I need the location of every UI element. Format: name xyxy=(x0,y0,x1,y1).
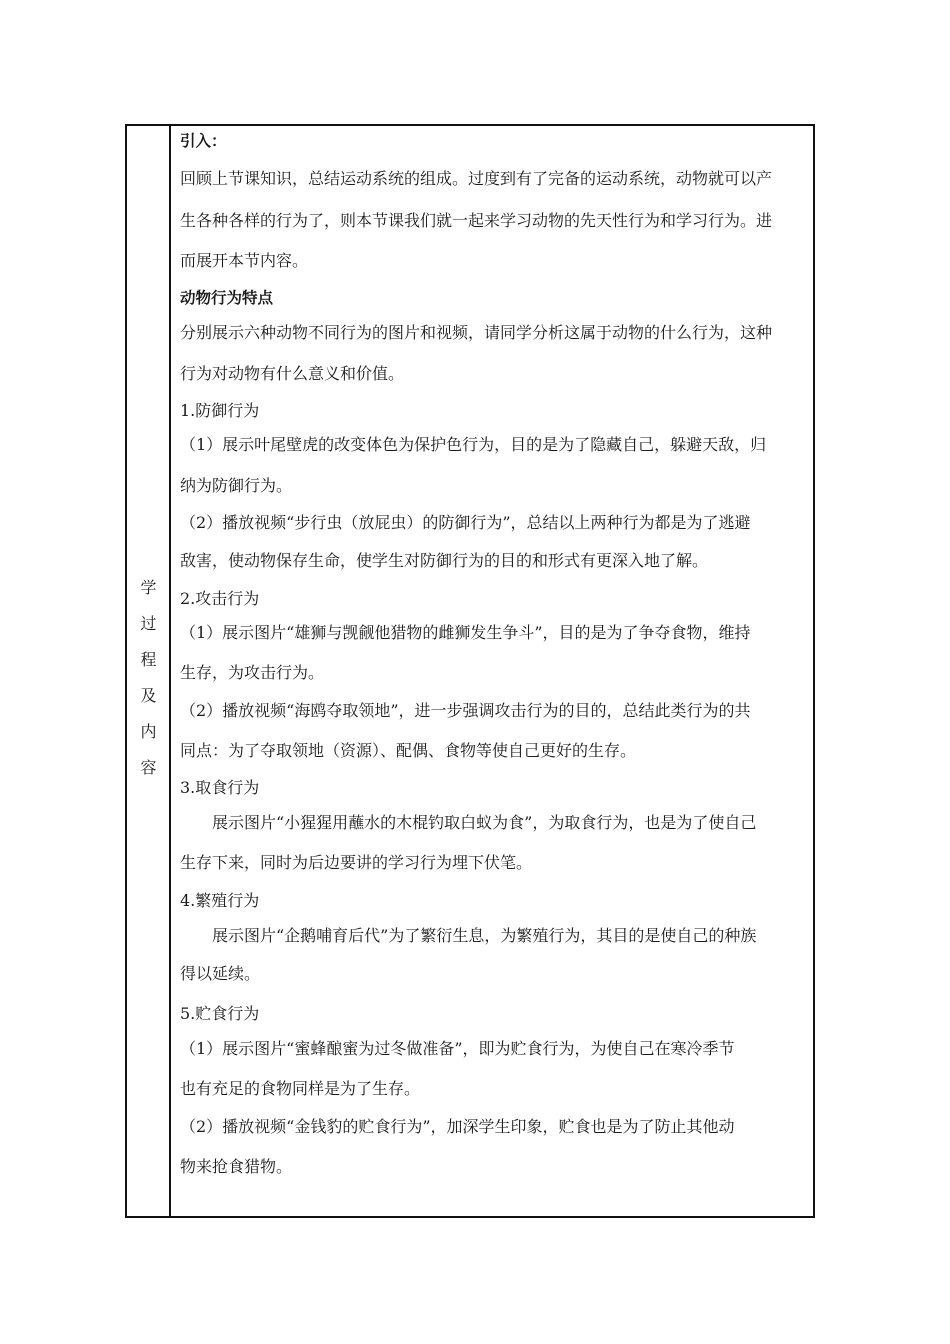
text-line: 4.繁殖行为 xyxy=(180,891,260,910)
text-line: 也有充足的食物同样是为了生存。 xyxy=(180,1079,421,1098)
text-line: （2）播放视频“金钱豹的贮食行为”，加深学生印象，贮食也是为了防止其他动 xyxy=(180,1117,735,1136)
text-line: 生存下来，同时为后边要讲的学习行为埋下伏笔。 xyxy=(180,853,533,872)
side-label xyxy=(127,570,170,786)
section-heading: 引入： xyxy=(180,132,227,150)
text-line: （2）播放视频“海鸥夺取领地”，进一步强调攻击行为的目的，总结此类行为的共 xyxy=(180,701,751,720)
text-line: 纳为防御行为。 xyxy=(180,476,293,495)
text-line: 分别展示六种动物不同行为的图片和视频，请同学分析这属于动物的什么行为，这种 xyxy=(180,323,773,342)
text-line: 展示图片“企鹅哺育后代”为了繁衍生息，为繁殖行为，其目的是使自己的种族 xyxy=(180,926,757,945)
text-line: 展示图片“小猩猩用蘸水的木棍钓取白蚁为食”，为取食行为，也是为了使自己 xyxy=(180,813,757,832)
text-line: 生各种各样的行为了，则本节课我们就一起来学习动物的先天性行为和学习行为。进 xyxy=(180,211,773,230)
text-line: 生存，为攻击行为。 xyxy=(180,663,325,682)
text-line: （1）展示图片“雄狮与觊觎他猎物的雌狮发生争斗”，目的是为了争夺食物，维持 xyxy=(180,623,751,642)
side-label-char: 过 xyxy=(140,614,157,633)
text-line: （1）展示图片“蜜蜂酿蜜为过冬做准备”，即为贮食行为，为使自己在寒冷季节 xyxy=(180,1039,735,1058)
side-label-char: 及 xyxy=(140,686,157,705)
table-border-bottom xyxy=(125,1216,815,1218)
side-label-char: 学 xyxy=(140,578,157,597)
text-line: （2）播放视频“步行虫（放屁虫）的防御行为”，总结以上两种行为都是为了逃避 xyxy=(180,513,751,532)
text-line: 回顾上节课知识，总结运动系统的组成。过度到有了完备的运动系统，动物就可以产 xyxy=(180,169,773,188)
section-heading: 动物行为特点 xyxy=(180,289,274,307)
side-label-char: 容 xyxy=(140,758,157,777)
text-line: （1）展示叶尾壁虎的改变体色为保护色行为，目的是为了隐藏自己，躲避天敌，归 xyxy=(180,435,767,454)
side-label-char: 程 xyxy=(140,650,157,669)
text-line: 同点：为了夺取领地（资源）、配偶、食物等使自己更好的生存。 xyxy=(180,741,637,760)
text-line: 物来抢食猎物。 xyxy=(180,1157,293,1176)
text-line: 3.取食行为 xyxy=(180,778,260,797)
text-line: 而展开本节内容。 xyxy=(180,251,309,270)
text-line: 2.攻击行为 xyxy=(180,589,260,608)
text-line: 敌害，使动物保存生命，使学生对防御行为的目的和形式有更深入地了解。 xyxy=(180,551,709,570)
text-line: 行为对动物有什么意义和价值。 xyxy=(180,364,405,383)
text-line: 得以延续。 xyxy=(180,964,261,983)
text-line: 1.防御行为 xyxy=(180,401,260,420)
text-line: 5.贮食行为 xyxy=(180,1004,260,1023)
side-label-char: 内 xyxy=(140,722,157,741)
